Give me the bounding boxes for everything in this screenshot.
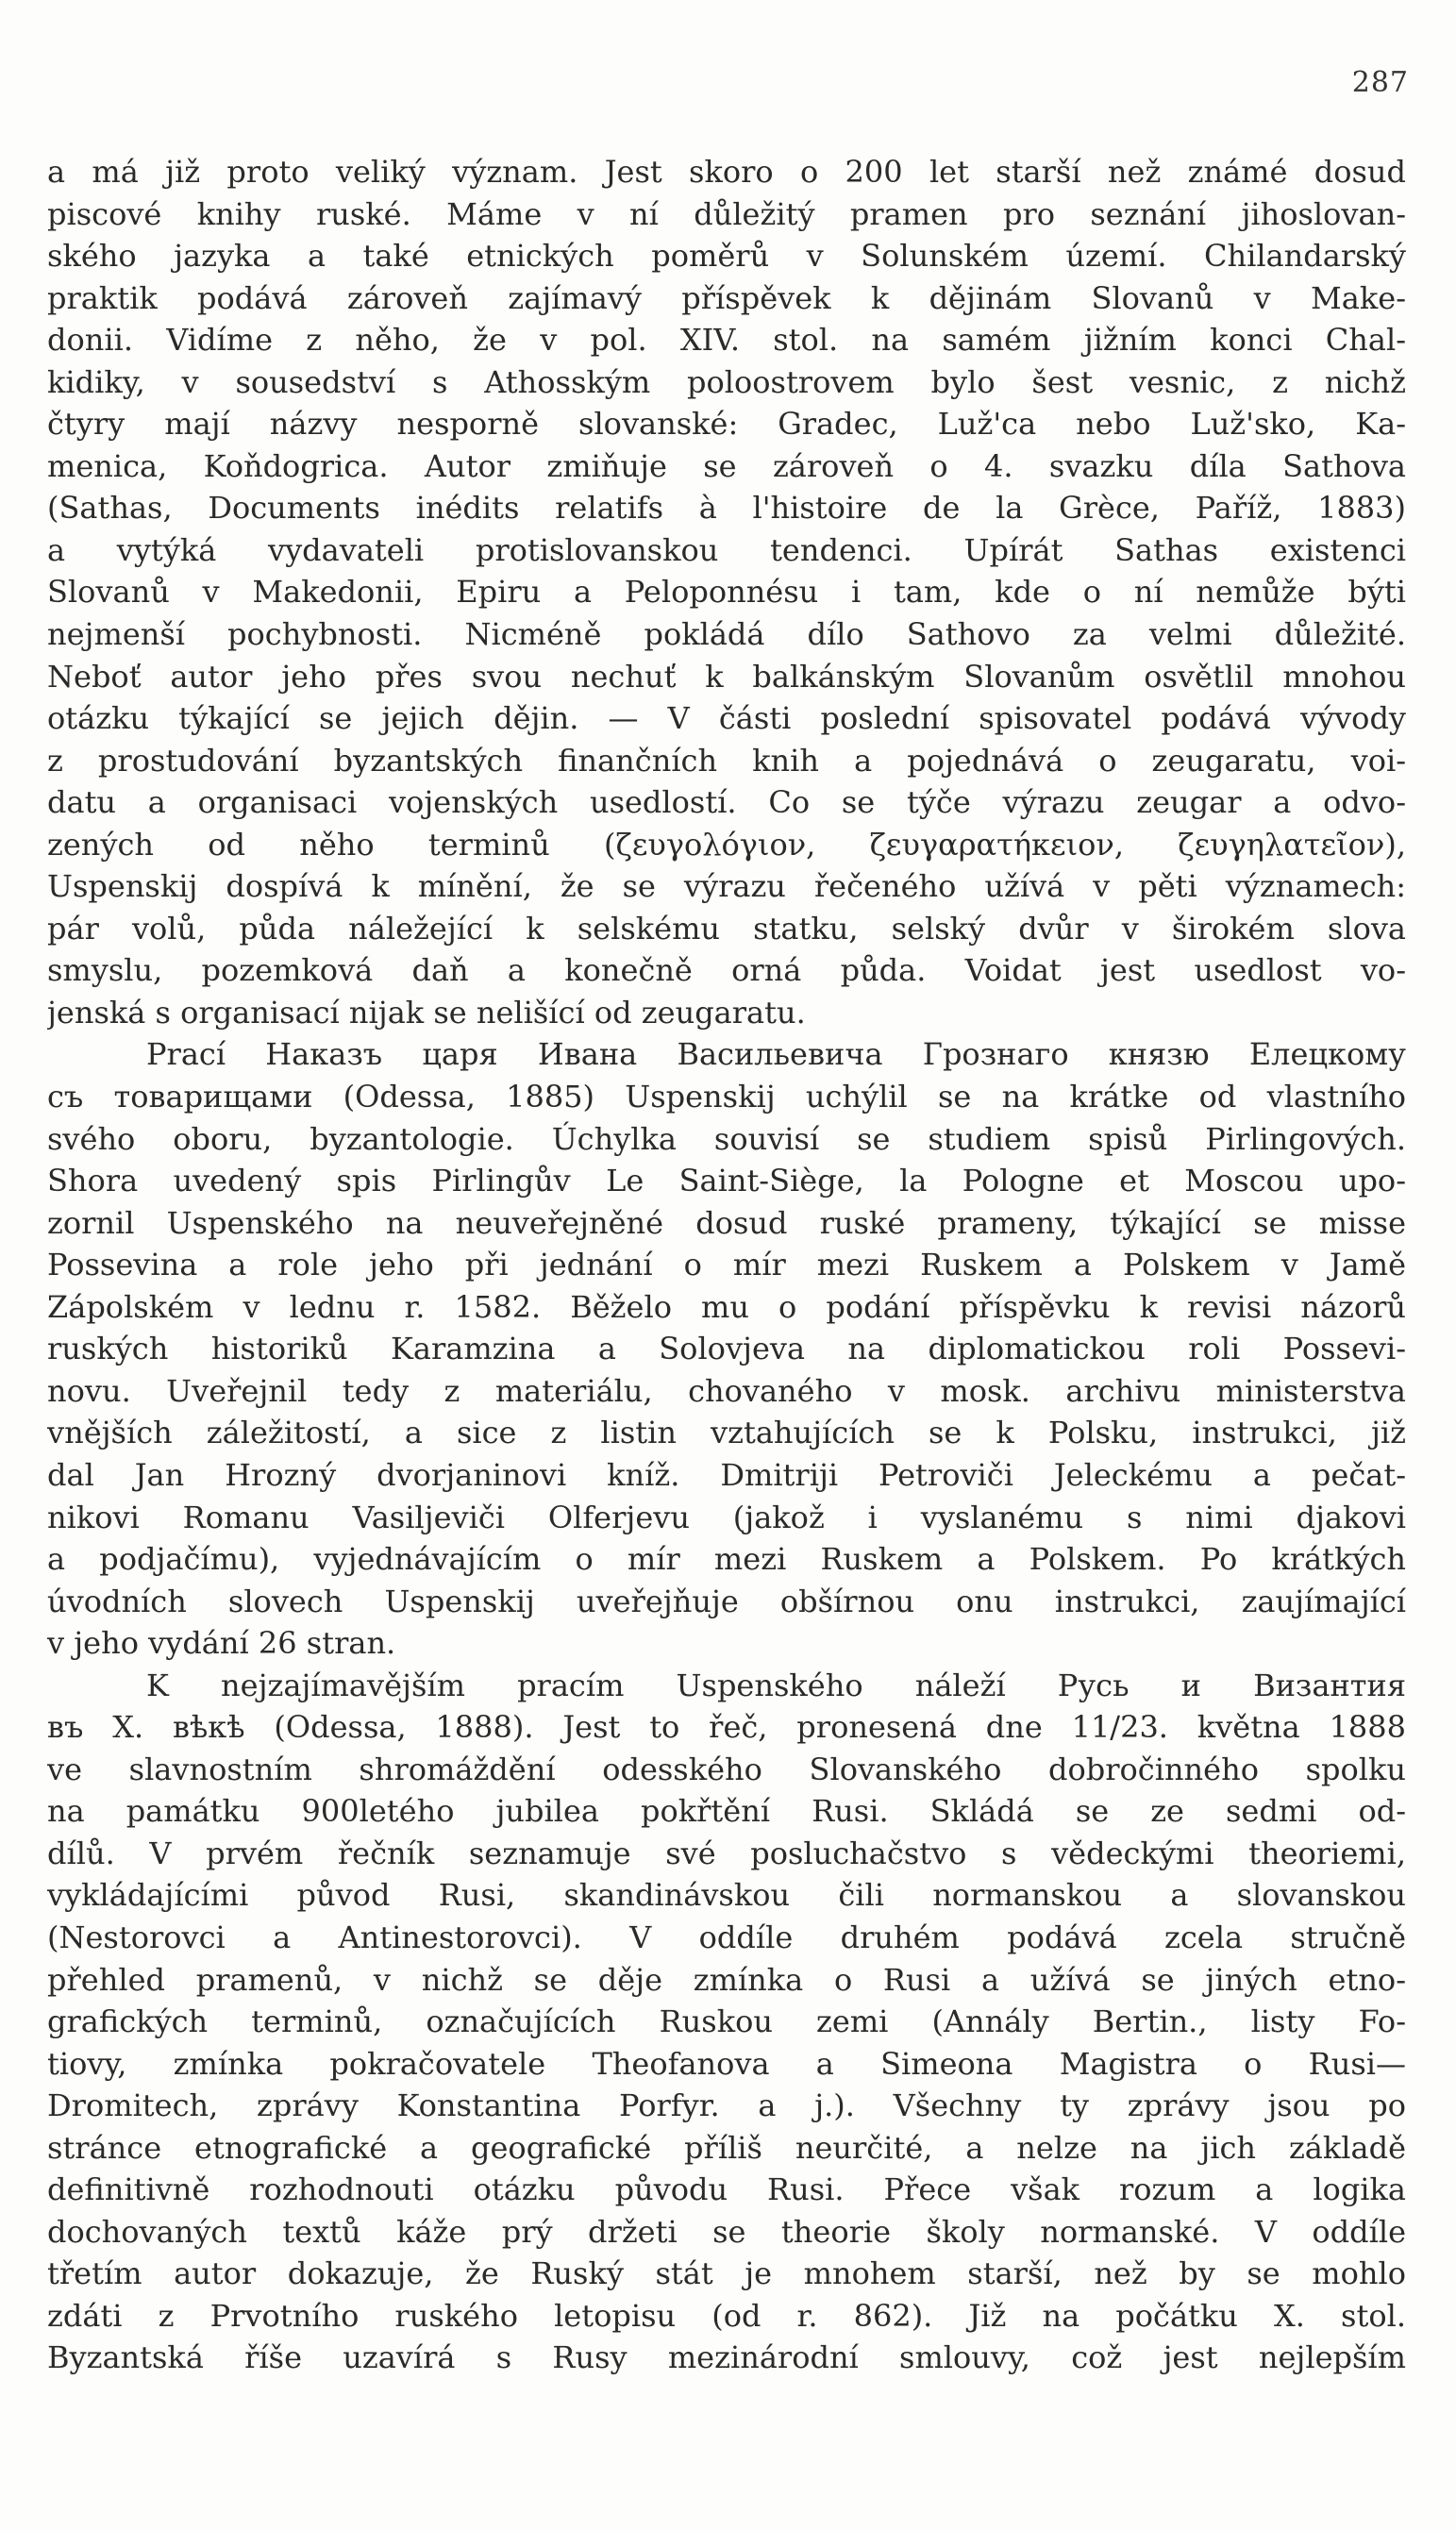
text-line: vnějších záležitostí, a sice z listin vztahujících se k Polsku, instrukci, již (47, 1415, 1406, 1451)
text-line: a podjačímu), vyjednávajícím o mír mezi Ruskem a Polskem. Po krátkých (47, 1541, 1406, 1578)
text-line: (Sathas, Documents inédits relatifs à l'histoire de la Grèce, Paříž, 1883) (47, 490, 1406, 527)
text-line: Dromitech, zprávy Konstantina Porfyr. a j.). Všechny ty zprávy jsou po (47, 2087, 1406, 2124)
text-line: Uspenskij dospívá k mínění, že se výrazu řečeného užívá v pěti významech: (47, 868, 1406, 905)
page-number: 287 (1351, 66, 1409, 99)
text-line: ruských historiků Karamzina a Solovjeva na diplomatickou roli Possevi- (47, 1331, 1406, 1367)
text-line: K nejzajímavějším pracím Uspenského náleží Русь и Византия (146, 1667, 1406, 1703)
text-line: donii. Vidíme z něho, že v pol. XIV. stol. na samém jižním konci Chal- (47, 322, 1406, 359)
text-line: dochovaných textů káže prý držeti se theorie školy normanské. V oddíle (47, 2213, 1406, 2250)
text-line: zornil Uspenského na neuveřejněné dosud ruské prameny, týkající se misse (47, 1204, 1406, 1241)
text-line: přehled pramenů, v nichž se děje zmínka o Rusi a užívá se jiných etno- (47, 1961, 1406, 1998)
text-line: stránce etnografické a geografické příliš neurčité, a nelze na jich základě (47, 2129, 1406, 2166)
text-line: smyslu, pozemková daň a konečně orná půda. Voidat jest usedlost vo- (47, 952, 1406, 989)
text-line: Slovanů v Makedonii, Epiru a Peloponnésu i tam, kde o ní nemůže býti (47, 574, 1406, 611)
text-line: a má již proto veliký význam. Jest skoro o 200 let starší než známé dosud (47, 154, 1406, 190)
text-line: jenská s organisací nijak se nelišící od zeugaratu. (47, 994, 806, 1031)
text-line: ského jazyka a také etnických poměrů v Solunském území. Chilandarský (47, 238, 1406, 275)
text-line: datu a organisaci vojenských usedlostí. Co se týče výrazu zeugar a odvo- (47, 784, 1406, 821)
text-line: čtyry mají názvy nesporně slovanské: Gradec, Luž'ca nebo Luž'sko, Ka- (47, 406, 1406, 443)
text-line: na památku 900letého jubilea pokřtění Rusi. Skládá se ze sedmi od- (47, 1793, 1406, 1830)
text-line: kidiky, v sousedství s Athosským poloostrovem bylo šest vesnic, z nichž (47, 363, 1406, 400)
text-line: novu. Uveřejnil tedy z materiálu, chovaného v mosk. archivu ministerstva (47, 1372, 1406, 1409)
text-line: Shora uvedený spis Pirlingův Le Saint-Siège, la Pologne et Moscou upo- (47, 1163, 1406, 1199)
text-line: třetím autor dokazuje, že Ruský stát je mnohem starší, než by se mohlo (47, 2255, 1406, 2292)
text-line: v jeho vydání 26 stran. (47, 1625, 396, 1662)
text-line: (Nestorovci a Antinestorovci). V oddíle druhém podává zcela stručně (47, 1919, 1406, 1955)
text-line: zdáti z Prvotního ruského letopisu (od r. 862). Již na počátku X. stol. (47, 2297, 1406, 2334)
text-line: piscové knihy ruské. Máme v ní důležitý pramen pro seznání jihoslovan- (47, 195, 1406, 232)
text-line: z prostudování byzantských finančních knih a pojednává o zeugaratu, voi- (47, 742, 1406, 779)
text-line: nikovi Romanu Vasiljeviči Olferjevu (jakož i vyslanému s nimi djakovi (47, 1499, 1406, 1535)
text-line: otázku týkající se jejich dějin. — V části poslední spisovatel podává vývody (47, 700, 1406, 737)
paragraph-3 (47, 1665, 1406, 2379)
text-line: grafických terminů, označujících Ruskou zemi (Annály Bertin., listy Fo- (47, 2003, 1406, 2040)
text-line: menica, Koňdogrica. Autor zmiňuje se zároveň o 4. svazku díla Sathova (47, 447, 1406, 484)
text-line: zených od něho terminů (ζευγολόγιον, ζευγαρατήκειον, ζευγηλατεῖον), (47, 826, 1406, 863)
text-line: съ товарищами (Odessa, 1885) Uspenskij uchýlil se na krátke od vlastního (47, 1079, 1406, 1115)
text-line: Byzantská říše uzavírá s Rusy mezinárodní smlouvy, což jest nejlepším (47, 2339, 1406, 2376)
text-line: definitivně rozhodnouti otázku původu Rusi. Přece však rozum a logika (47, 2171, 1406, 2208)
paragraph-1 (47, 151, 1406, 1033)
body-text (47, 151, 1406, 2379)
text-line: úvodních slovech Uspenskij uveřejňuje obšírnou onu instrukci, zaujímající (47, 1583, 1406, 1619)
text-line: svého oboru, byzantologie. Úchylka souvisí se studiem spisů Pirlingových. (47, 1120, 1406, 1157)
text-line: pár volů, půda náležející k selskému statku, selský dvůr v širokém slova (47, 910, 1406, 947)
text-line: Prací Наказъ царя Ивана Васильевича Грознаго князю Елецкому (146, 1036, 1406, 1073)
text-line: Neboť autor jeho přes svou nechuť k balkánským Slovanům osvětlil mnohou (47, 658, 1406, 695)
text-line: Zápolském v lednu r. 1582. Běželo mu o podání příspěvku k revisi názorů (47, 1288, 1406, 1325)
text-line: ve slavnostním shromáždění odesského Slovanského dobročinného spolku (47, 1751, 1406, 1787)
text-line: dal Jan Hrozný dvorjaninovi kníž. Dmitriji Petroviči Jeleckému a pečat- (47, 1456, 1406, 1493)
text-line: въ X. вѣкѣ (Odessa, 1888). Jest to řeč, pronesená dne 11/23. května 1888 (47, 1709, 1406, 1746)
paragraph-2 (47, 1033, 1406, 1664)
text-line: praktik podává zároveň zajímavý příspěvek k dějinám Slovanů v Make- (47, 279, 1406, 316)
text-line: Possevina a role jeho při jednání o mír mezi Ruskem a Polskem v Jamě (47, 1247, 1406, 1283)
text-line: tiovy, zmínka pokračovatele Theofanova a Simeona Magistra o Rusi— (47, 2045, 1406, 2082)
text-line: nejmenší pochybnosti. Nicméně pokládá dílo Sathovo za velmi důležité. (47, 616, 1406, 653)
text-line: a vytýká vydavateli protislovanskou tendenci. Upírát Sathas existenci (47, 531, 1406, 568)
text-line: vykládajícími původ Rusi, skandinávskou čili normanskou a slovanskou (47, 1877, 1406, 1914)
text-line: dílů. V prvém řečník seznamuje své posluchačstvo s vědeckými theoriemi, (47, 1835, 1406, 1871)
